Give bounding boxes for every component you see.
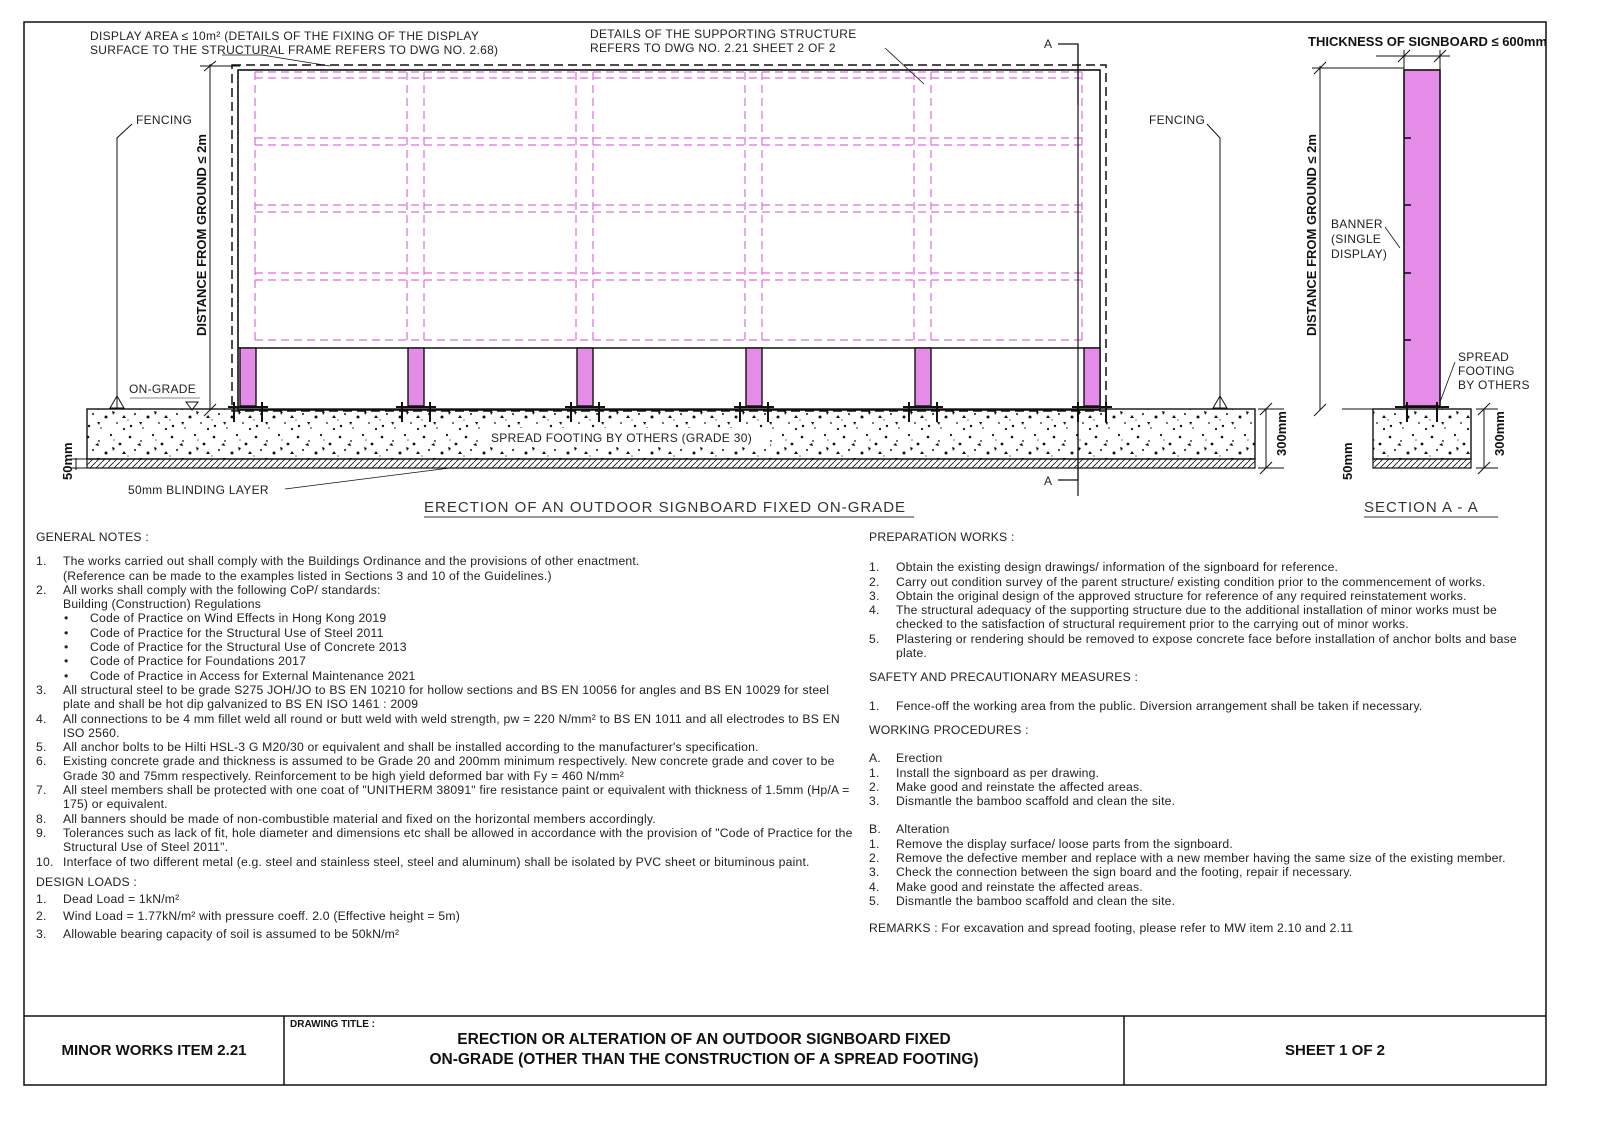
note-text: Building (Construction) Regulations	[63, 597, 262, 612]
display-boundary-dashed	[232, 65, 1106, 411]
load-text: Wind Load = 1.77kN/m² with pressure coeff. 2.0 (Effective height = 5m)	[63, 909, 460, 924]
general-notes-heading: GENERAL NOTES :	[36, 530, 149, 544]
section-view	[1304, 34, 1547, 517]
elevation-view	[60, 27, 1289, 517]
section-mark-top: A	[1044, 37, 1053, 51]
prep-text: Carry out condition survey of the parent structure/ existing condition prior to the commencement of works.	[896, 574, 1486, 589]
preparation-list	[869, 560, 1539, 660]
minor-works-item: MINOR WORKS ITEM 2.21	[61, 1042, 247, 1059]
general-notes	[36, 530, 856, 941]
prep-number: 1.	[869, 560, 880, 575]
load-number: 1.	[36, 892, 47, 907]
note-text: All anchor bolts to be Hilti HSL-3 G M20/30 or equivalent and shall be installed according to the manufacturer's specification.	[63, 740, 759, 755]
load-text: Allowable bearing capacity of soil is assumed to be 50kN/m²	[63, 926, 400, 941]
note-text: Existing concrete grade and thickness is assumed to be Grade 20 and 200mm minimum respectively. New concrete grade and cover to be Grade 30 and 75mm respectively. Reinforcement to be high yield deformed bar with Fy = 460 N/mm²	[63, 754, 835, 783]
blinding-layer-label: 50mm BLINDING LAYER	[128, 483, 269, 497]
section-post	[1404, 70, 1440, 406]
dim-50mm: 50mm	[60, 442, 75, 480]
section-letter: B.	[869, 822, 881, 837]
note-text: All works shall comply with the following CoP/ standards:	[63, 582, 381, 597]
note-5	[36, 740, 856, 754]
alteration-1	[869, 837, 1539, 851]
prep-5	[869, 632, 1539, 661]
load-number: 2.	[36, 909, 47, 924]
note-text: All structural steel to be grade S275 JOH/JO to BS EN 10210 for hollow sections and BS EN 10056 for angles and BS EN 10029 for steel plate and shall be hot dip galvanized to BS EN ISO 1461 : 2009	[63, 682, 830, 712]
prep-3	[869, 589, 1539, 603]
alteration-3	[869, 865, 1539, 879]
display-area-note-1: DISPLAY AREA ≤ 10m² (DETAILS OF THE FIXING OF THE DISPLAY	[90, 29, 480, 43]
sheet-number: SHEET 1 OF 2	[1284, 1042, 1386, 1059]
section-dim-300mm: 300mm	[1492, 411, 1507, 456]
step-text: Make good and reinstate the affected areas.	[896, 879, 1143, 894]
note-8	[36, 812, 856, 826]
erection-2	[869, 780, 1539, 794]
note-text: The works carried out shall comply with the Buildings Ordinance and the provisions of other enactment.	[63, 554, 640, 569]
note-number: 2.	[36, 582, 47, 597]
prep-2	[869, 575, 1539, 589]
prep-text: Obtain the existing design drawings/ information of the signboard for reference.	[896, 560, 1339, 575]
spread-section-2: FOOTING	[1458, 364, 1515, 378]
drawing-title-line-2: ON-GRADE (OTHER THAN THE CONSTRUCTION OF A SPREAD FOOTING)	[429, 1051, 979, 1068]
step-number: 3.	[869, 865, 880, 880]
note-number: 10.	[36, 854, 54, 869]
step-number: 3.	[869, 794, 880, 809]
note-number: 5.	[36, 740, 47, 755]
preparation-heading: PREPARATION WORKS :	[869, 530, 1015, 544]
right-notes	[869, 530, 1539, 936]
cop-item: • Code of Practice in Access for External Maintenance 2021	[63, 669, 856, 683]
prep-text: Plastering or rendering should be removed to expose concrete face before installation of anchor bolts and base plate.	[896, 631, 1517, 661]
steel-posts	[240, 348, 1100, 406]
elevation-title: ERECTION OF AN OUTDOOR SIGNBOARD FIXED ON-GRADE	[424, 499, 907, 516]
note-number: 4.	[36, 711, 47, 726]
blinding-layer	[87, 459, 1255, 468]
note-text: All steel members shall be protected with one coat of "UNITHERM 38091" fire resistance paint or equivalent with thickness of 1.5mm (Hp/A = 175) or equivalent.	[63, 783, 850, 812]
fencing	[110, 124, 1227, 408]
drawing-title-label: DRAWING TITLE :	[290, 1019, 375, 1030]
erection-3	[869, 794, 1539, 808]
distance-from-ground-label: DISTANCE FROM GROUND ≤ 2m	[194, 134, 209, 336]
step-text: Dismantle the bamboo scaffold and clean the site.	[896, 794, 1176, 809]
prep-text: Obtain the original design of the approved structure for reference of any required reinstatement works.	[896, 588, 1467, 603]
note-number: 6.	[36, 754, 47, 769]
alteration-2	[869, 851, 1539, 865]
thickness-dimension	[1376, 50, 1450, 70]
structural-frame	[238, 70, 1100, 410]
section-mark-bottom: A	[1044, 474, 1053, 488]
step-number: 4.	[869, 879, 880, 894]
prep-1	[869, 560, 1539, 574]
load-1	[36, 892, 856, 906]
note-2	[36, 583, 856, 683]
cop-item: • Code of Practice on Wind Effects in Hong Kong 2019	[63, 611, 856, 625]
step-text: Check the connection between the sign board and the footing, repair if necessary.	[896, 865, 1353, 880]
drawing-title-line-1: ERECTION OR ALTERATION OF AN OUTDOOR SIGNBOARD FIXED	[457, 1031, 951, 1048]
banner-label-3: DISPLAY)	[1331, 247, 1388, 261]
section-title: SECTION A - A	[1364, 499, 1479, 516]
load-3	[36, 927, 856, 941]
safety-heading: SAFETY AND PRECAUTIONARY MEASURES :	[869, 670, 1139, 685]
safety-number: 1.	[869, 698, 880, 713]
note-number: 9.	[36, 825, 47, 840]
safety-list	[869, 699, 1539, 713]
supporting-note-1: DETAILS OF THE SUPPORTING STRUCTURE	[590, 27, 857, 41]
section-distance-label: DISTANCE FROM GROUND ≤ 2m	[1304, 134, 1319, 336]
alteration-heading	[869, 822, 1539, 836]
load-text: Dead Load = 1kN/m²	[63, 892, 180, 907]
note-text: All banners should be made of non-combustible material and fixed on the horizontal members accordingly.	[63, 811, 656, 826]
note-text: Tolerances such as lack of fit, hole diameter and dimensions etc shall be allowed in accordance with the provision of "Code of Practice for the Structural Use of Steel 2011".	[63, 825, 853, 855]
erection-heading	[869, 751, 1539, 765]
safety-text: Fence-off the working area from the public. Diversion arrangement shall be taken if necessary.	[896, 698, 1423, 713]
step-text: Install the signboard as per drawing.	[896, 765, 1100, 780]
load-number: 3.	[36, 926, 47, 941]
note-10	[36, 855, 856, 869]
step-number: 5.	[869, 893, 880, 908]
step-number: 1.	[869, 765, 880, 780]
prep-4	[869, 603, 1539, 632]
note-number: 3.	[36, 682, 47, 697]
prep-number: 4.	[869, 603, 880, 618]
cop-list	[63, 611, 856, 682]
fencing-label-left: FENCING	[136, 113, 193, 127]
prep-number: 3.	[869, 588, 880, 603]
prep-number: 2.	[869, 574, 880, 589]
fencing-label-right: FENCING	[1149, 113, 1206, 127]
prep-number: 5.	[869, 631, 880, 646]
dim-300mm: 300mm	[1274, 411, 1289, 456]
section-dim-50mm: 50mm	[1340, 442, 1355, 480]
display-area-note-2: SURFACE TO THE STRUCTURAL FRAME REFERS TO DWG NO. 2.68)	[90, 43, 499, 57]
section-blinding	[1373, 459, 1471, 468]
note-6	[36, 754, 856, 783]
spread-section-3: BY OTHERS	[1458, 378, 1530, 392]
note-4	[36, 712, 856, 741]
note-7	[36, 783, 856, 812]
note-1	[36, 554, 856, 583]
banner-label-2: (SINGLE	[1331, 232, 1382, 246]
step-number: 2.	[869, 779, 880, 794]
thickness-label: THICKNESS OF SIGNBOARD ≤ 600mm	[1308, 34, 1548, 49]
banner-label-1: BANNER	[1331, 217, 1383, 231]
erection-1	[869, 766, 1539, 780]
note-number: 1.	[36, 554, 47, 569]
note-number: 7.	[36, 783, 47, 798]
drawing-title	[284, 1030, 1124, 1070]
step-text: Dismantle the bamboo scaffold and clean the site.	[896, 893, 1176, 908]
load-2	[36, 909, 856, 923]
spread-footing-label: SPREAD FOOTING BY OTHERS (GRADE 30)	[491, 431, 752, 445]
safety-1	[869, 699, 1539, 713]
erection-list	[869, 751, 1539, 808]
note-text: Interface of two different metal (e.g. steel and stainless steel, steel and aluminum) shall be isolated by PVC sheet or bituminous paint.	[63, 854, 810, 869]
note-9	[36, 826, 856, 855]
remarks: REMARKS : For excavation and spread footing, please refer to MW item 2.10 and 2.11	[869, 921, 1354, 936]
step-text: Remove the defective member and replace with a new member having the same size of the existing member.	[896, 851, 1506, 866]
alteration-4	[869, 880, 1539, 894]
panel-grid-dashed	[255, 72, 1082, 340]
step-number: 2.	[869, 851, 880, 866]
note-3	[36, 683, 856, 712]
design-loads	[36, 892, 856, 941]
step-text: Make good and reinstate the affected areas.	[896, 779, 1143, 794]
section-footing	[1373, 409, 1471, 459]
section-letter: A.	[869, 751, 881, 766]
step-text: Remove the display surface/ loose parts from the signboard.	[896, 836, 1233, 851]
design-loads-heading: DESIGN LOADS :	[36, 874, 138, 889]
cop-item: • Code of Practice for the Structural Use of Steel 2011	[63, 626, 856, 640]
cop-item: • Code of Practice for Foundations 2017	[63, 654, 856, 668]
alteration-5	[869, 894, 1539, 908]
section-name: Alteration	[896, 822, 950, 837]
note-number: 8.	[36, 811, 47, 826]
supporting-note-2: REFERS TO DWG NO. 2.21 SHEET 2 OF 2	[590, 41, 836, 55]
procedures-heading: WORKING PROCEDURES :	[869, 722, 1029, 737]
cop-item: • Code of Practice for the Structural Use of Concrete 2013	[63, 640, 856, 654]
step-number: 1.	[869, 836, 880, 851]
note-text: (Reference can be made to the examples listed in Sections 3 and 10 of the Guidelines.)	[63, 568, 552, 583]
prep-text: The structural adequacy of the supporting structure due to the additional installation of minor works must be checked to the satisfaction of structural requirement prior to the carrying out of minor works.	[896, 603, 1498, 632]
note-text: All connections to be 4 mm fillet weld all round or butt weld with weld strength, pw = 220 N/mm² to BS EN 1011 and all electrodes to BS EN ISO 2560.	[63, 711, 840, 740]
section-name: Erection	[896, 751, 943, 766]
on-grade-label: ON-GRADE	[129, 382, 197, 396]
spread-section-1: SPREAD	[1458, 350, 1510, 364]
alteration-list	[869, 822, 1539, 908]
